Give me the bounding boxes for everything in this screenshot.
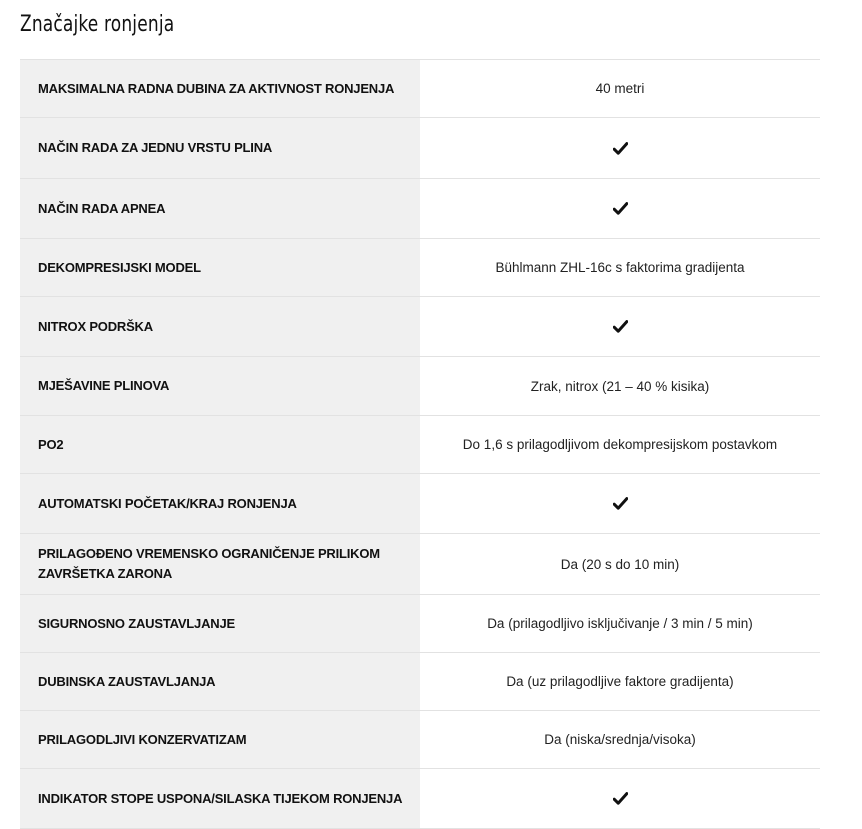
checkmark-icon [613,202,628,215]
checkmark-cell [420,297,820,356]
spec-value: Da (niska/srednja/visoka) [544,732,696,747]
spec-label: AUTOMATSKI POČETAK/KRAJ RONJENJA [20,474,420,533]
spec-label: DUBINSKA ZAUSTAVLJANJA [20,653,420,710]
spec-row [20,653,820,711]
spec-label: MAKSIMALNA RADNA DUBINA ZA AKTIVNOST RONJENJA [20,60,420,117]
checkmark-cell [420,474,820,533]
spec-row [20,239,820,297]
spec-row [20,416,820,474]
spec-label: SIGURNOSNO ZAUSTAVLJANJE [20,595,420,652]
spec-value: Do 1,6 s prilagodljivom dekompresijskom postavkom [462,437,778,452]
spec-value: Bühlmann ZHL-16c s faktorima gradijenta [495,260,745,275]
spec-label: MJEŠAVINE PLINOVA [20,357,420,415]
checkmark-icon [613,792,628,805]
spec-label: PO2 [20,416,420,473]
spec-label: NITROX PODRŠKA [20,297,420,356]
spec-value: Da (20 s do 10 min) [560,556,680,572]
spec-table [20,59,820,829]
spec-label: PRILAGOĐENO VREMENSKO OGRANIČENJE PRILIKOM ZAVRŠETKA ZARONA [20,534,420,594]
spec-row [20,179,820,239]
spec-label: DEKOMPRESIJSKI MODEL [20,239,420,296]
checkmark-cell [420,118,820,178]
spec-label: NAČIN RADA ZA JEDNU VRSTU PLINA [20,118,420,178]
spec-label: INDIKATOR STOPE USPONA/SILASKA TIJEKOM RONJENJA [20,769,420,828]
spec-row [20,60,820,118]
spec-value: Zrak, nitrox (21 – 40 % kisika) [530,378,710,394]
spec-row [20,711,820,769]
spec-value: 40 metri [595,81,645,96]
page-title: Značajke ronjenja [20,12,175,37]
checkmark-cell [420,179,820,238]
spec-row [20,474,820,534]
spec-row [20,534,820,595]
spec-row [20,357,820,416]
spec-label: PRILAGODLJIVI KONZERVATIZAM [20,711,420,768]
checkmark-icon [613,497,628,510]
checkmark-icon [613,320,628,333]
checkmark-icon [613,142,628,155]
spec-row [20,769,820,829]
spec-row [20,297,820,357]
spec-label: NAČIN RADA APNEA [20,179,420,238]
spec-row [20,118,820,179]
spec-row [20,595,820,653]
spec-value: Da (uz prilagodljive faktore gradijenta) [506,674,734,689]
checkmark-cell [420,769,820,828]
spec-value: Da (prilagodljivo isključivanje / 3 min / 5 min) [487,616,753,631]
